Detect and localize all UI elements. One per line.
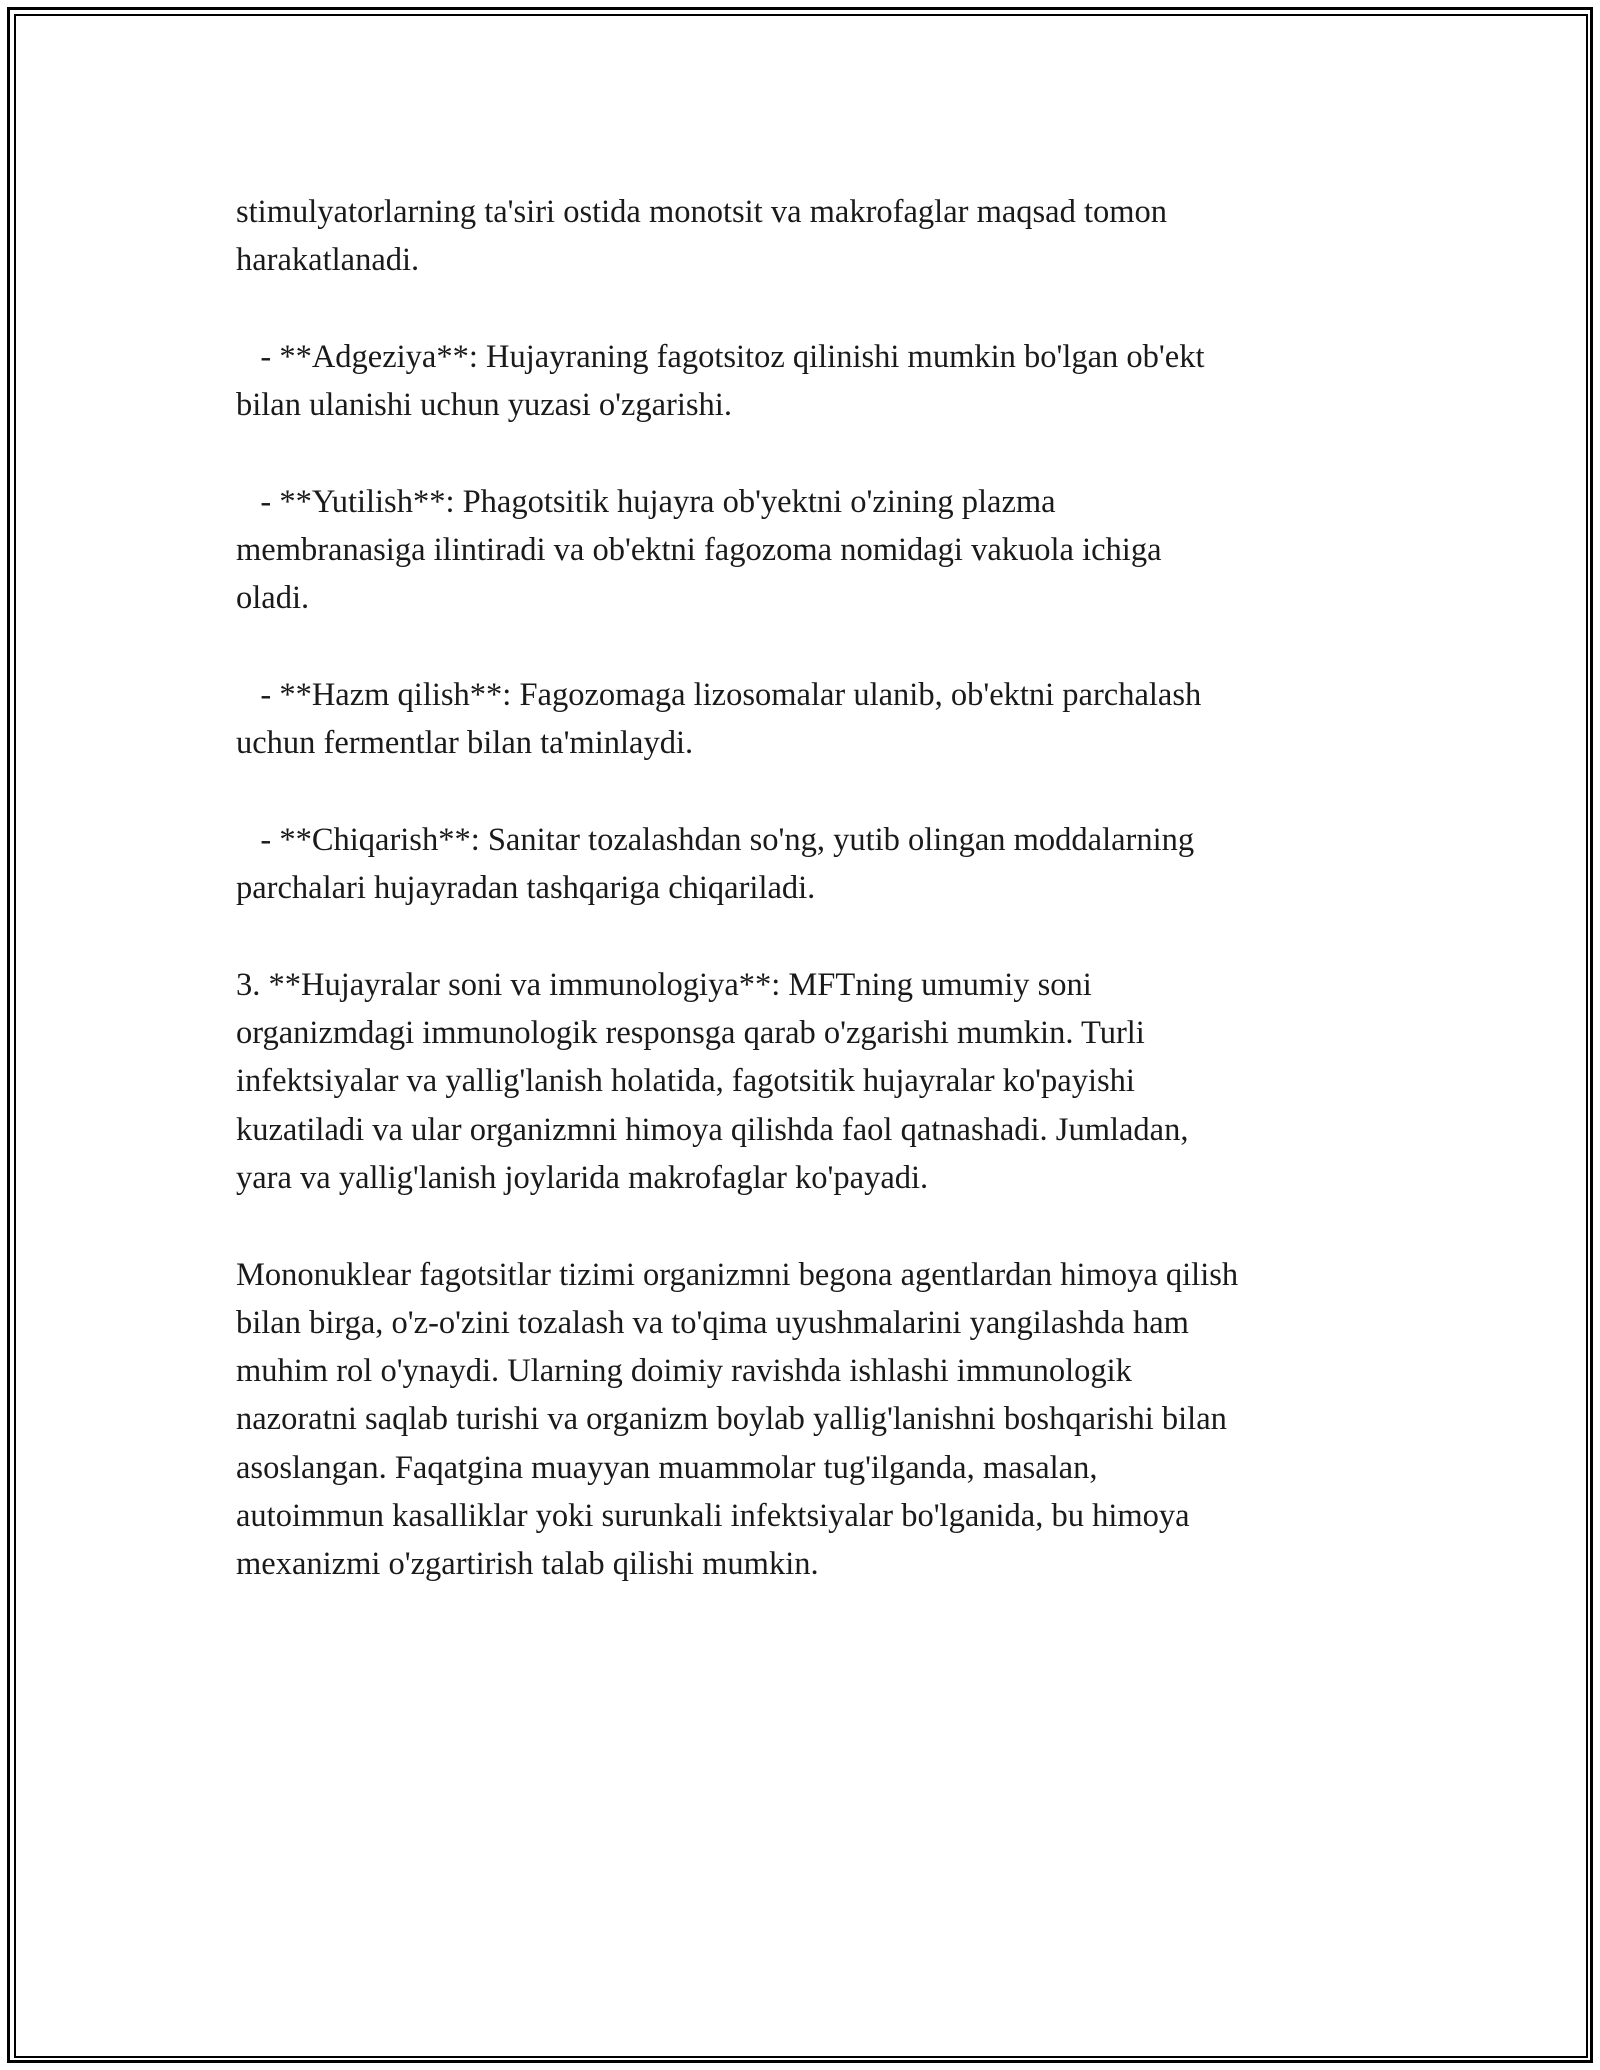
paragraph-conclusion: Mononuklear fagotsitlar tizimi organizmni begona agentlardan himoya qilish bilan birga, o'z-o'zini tozalash va to'qima uyushmalarini yangilashda ham muhim rol o'ynaydi. Ularning doimiy ravishda ishlashi immunologik nazoratni saqlab turishi va organizm boylab yallig'lanishni boshqarishi bilan asoslangan. Faqatgina muayyan muammolar tug'ilganda, masalan, autoimmun kasalliklar yoki surunkali infektsiyalar bo'lganida, bu himoya mexanizmi o'zgartirish talab qilishi mumkin. <box>236 1256 1239 1583</box>
paragraph-chemotaxis-end: stimulyatorlarning ta'siri ostida monotsit va makrofaglar maqsad tomon harakatlanadi. <box>236 194 1168 279</box>
document-body <box>236 188 1400 1589</box>
paragraph-excretion: - **Chiqarish**: Sanitar tozalashdan so'ng, yutib olingan moddalarning parchalari hujayradan tashqariga chiqariladi. <box>236 821 1195 907</box>
paragraph-cell-count-immunology: 3. **Hujayralar soni va immunologiya**: MFTning umumiy soni organizmdagi immunologik responsga qarab o'zgarishi mumkin. Turli infektsiyalar va yallig'lanish holatida, fagotsitik hujayralar ko'payishi kuzatiladi va ular organizmni himoya qilishda faol qatnashadi. Jumladan, yara va yallig'lanish joylarida makrofaglar ko'payadi. <box>236 966 1189 1196</box>
paragraph-ingestion: - **Yutilish**: Phagotsitik hujayra ob'yektni o'zining plazma membranasiga ilintiradi va ob'ektni fagozoma nomidagi vakuola ichiga oladi. <box>236 483 1162 617</box>
paragraph-digestion: - **Hazm qilish**: Fagozomaga lizosomalar ulanib, ob'ektni parchalash uchun fermentlar bilan ta'minlaydi. <box>236 676 1202 762</box>
paragraph-adhesion: - **Adgeziya**: Hujayraning fagotsitoz qilinishi mumkin bo'lgan ob'ekt bilan ulanishi uchun yuzasi o'zgarishi. <box>236 338 1205 424</box>
